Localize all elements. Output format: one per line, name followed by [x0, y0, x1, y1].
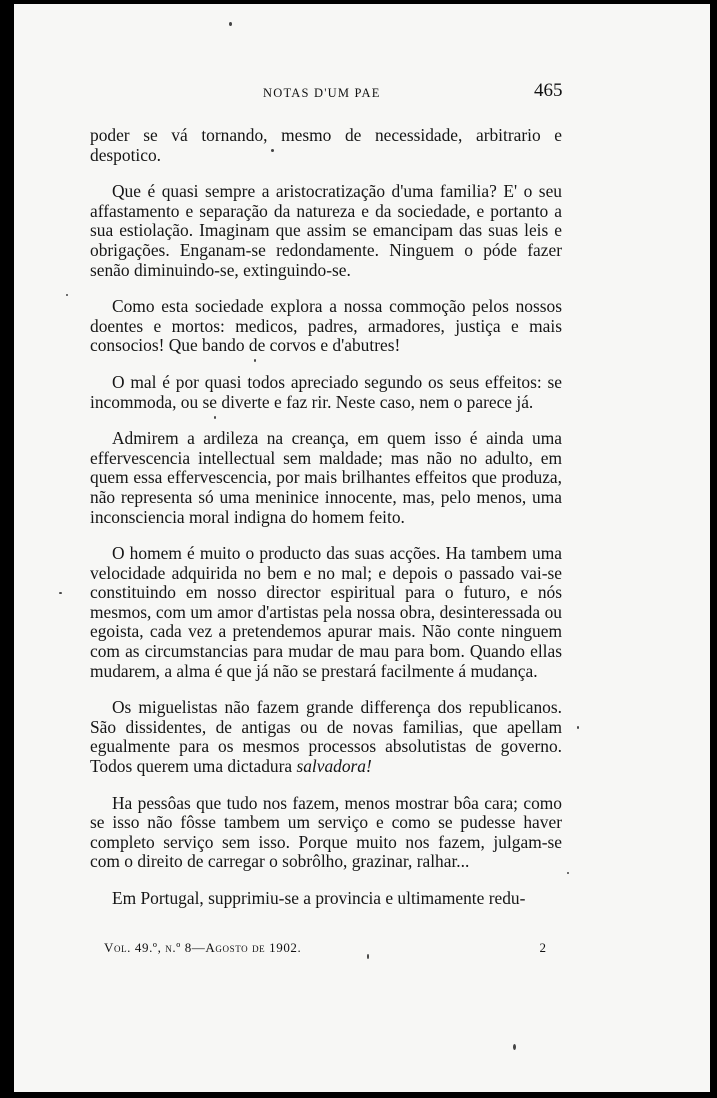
paragraph-mal: O mal é por quasi todos apreciado segundo os seus effeitos: se incommoda, ou se diverte e faz rir. Neste caso, nem o parece já. — [90, 371, 562, 412]
miguelistas-text: Os miguelistas não fazem grande differença dos republicanos. São dissidentes, de antigas ou de novas familias, que apellam egualmente para os mesmos processos absolutistas de governo. Todos querem uma dictadura — [90, 697, 562, 777]
running-title: NOTAS D'UM PAE — [263, 86, 381, 100]
body-text — [90, 126, 562, 909]
ink-speck — [367, 954, 369, 959]
ink-speck — [513, 1044, 516, 1050]
paragraph-pessoas: Ha pessôas que tudo nos fazem, menos mostrar bôa cara; como se isso não fôsse tambem um serviço e como se pudesse haver completo serviço sem isso. Porque muito nos fazem, julgam-se com o direito de carregar o sobrôlho, grazinar, ralhar... — [90, 792, 562, 872]
paragraph-sociedade: Como esta sociedade explora a nossa commoção pelos nossos doentes e mortos: medicos, padres, armadores, justiça e mais consocios! Que bando de corvos e d'abutres! — [90, 296, 562, 356]
miguelistas-emphasis: salvadora! — [296, 756, 372, 777]
ink-speck — [271, 149, 274, 152]
scanned-page — [14, 4, 710, 1092]
page-header — [14, 82, 710, 106]
paragraph-homem: O homem é muito o producto das suas acções. Ha tambem uma velocidade adquirida no bem e no mal; e depois o passado vai-se constituindo em nosso director espiritual para o futuro, e nós mesmos, com um amor d'artistas pela nossa obra, desinteressada ou egoista, cada vez a pretendemos apurar mais. Não conte ninguem com as circumstancias para mudar de mau para bom. Quando ellas mudarem, a alma é que já não se prestará facilmente á mudança. — [90, 543, 562, 681]
paragraph-aristocratizacao: Que é quasi sempre a aristocratização d'uma familia? E' o seu affastamento e separação da natureza e da sociedade, e portanto a sua estiolação. Imaginam que assim se emancipam das suas leis e obrigações. Enganam-se redondamente. Ninguem o póde fazer senão diminuindo-se, extinguindo-se. — [90, 181, 562, 280]
paragraph-continuation: poder se vá tornando, mesmo de necessidade, arbitrario e despotico. — [90, 125, 562, 165]
paragraph-ardileza: Admirem a ardileza na creança, em quem isso é ainda uma effervescencia intellectual sem maldade; mas não no adulto, em quem essa effervescencia, por mais brilhantes effeitos que produza, não representa só uma meninice innocente, mas, pelo menos, uma inconsciencia moral indigna do homem feito. — [90, 428, 562, 527]
ink-speck — [229, 22, 232, 26]
paragraph-miguelistas — [90, 698, 562, 776]
page-number: 465 — [534, 80, 563, 101]
ink-speck — [66, 294, 68, 296]
volume-line: Vol. 49.º, n.º 8—Agosto de 1902. — [104, 940, 302, 955]
ink-speck — [567, 872, 569, 874]
paragraph-portugal: Em Portugal, supprimiu-se a provincia e ultimamente redu- — [112, 888, 526, 908]
signature-mark: 2 — [539, 940, 546, 955]
ink-speck — [254, 359, 256, 362]
page-footer — [104, 940, 554, 960]
ink-speck — [59, 592, 62, 594]
ink-speck — [577, 726, 579, 729]
ink-speck — [214, 416, 216, 419]
